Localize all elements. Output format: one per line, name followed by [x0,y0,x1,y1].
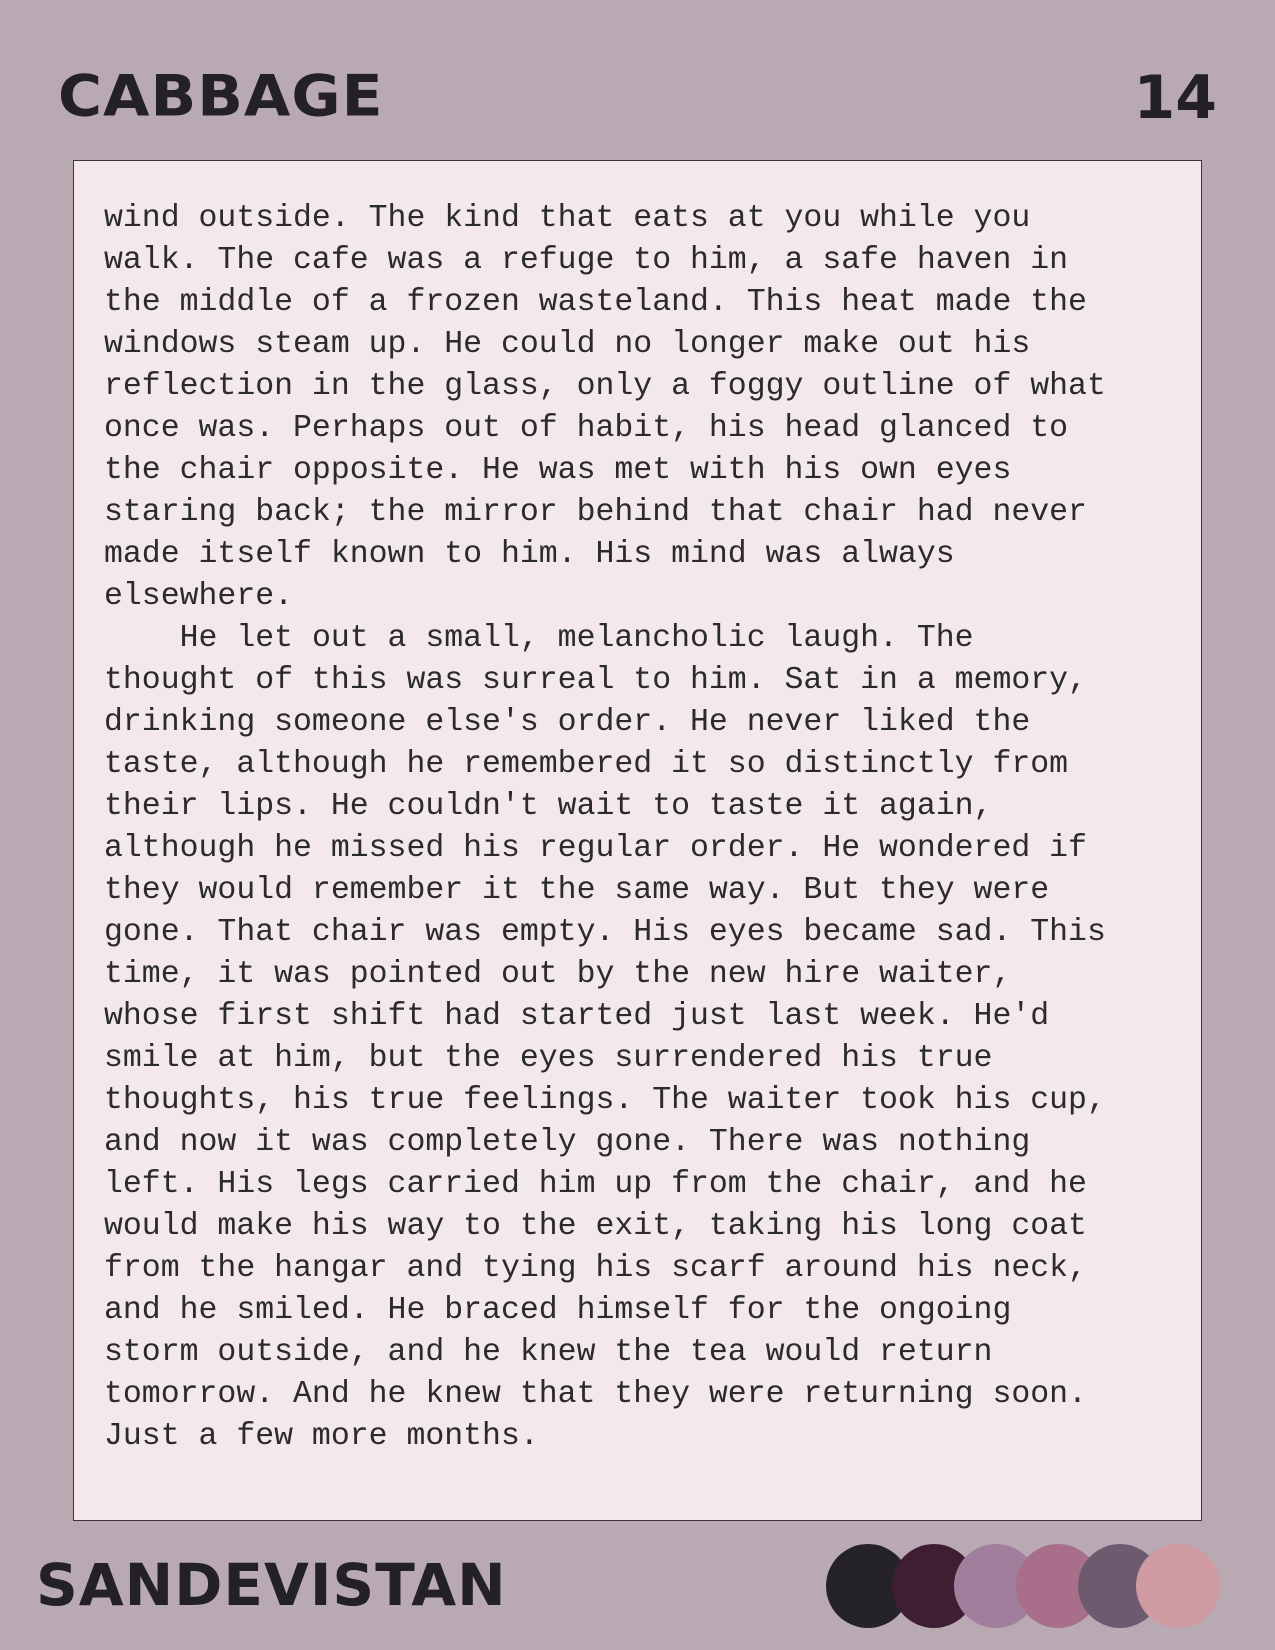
page-footer-title: SANDEVISTAN [36,1551,507,1619]
text-line: walk. The cafe was a refuge to him, a safe haven in [104,243,1069,278]
text-line: made itself known to him. His mind was always [104,537,955,572]
text-line: staring back; the mirror behind that chair had never [104,495,1087,530]
page-header-title: CABBAGE [58,63,384,130]
text-line: the middle of a frozen wasteland. This heat made the [104,285,1087,320]
text-line: wind outside. The kind that eats at you while you [104,201,1031,236]
color-palette [826,1544,1236,1628]
text-line: reflection in the glass, only a foggy outline of what [104,369,1106,404]
text-panel [73,160,1202,1521]
text-line: He let out a small, melancholic laugh. The [104,621,974,656]
text-line: drinking someone else's order. He never liked the [104,705,1031,740]
text-line: tomorrow. And he knew that they were returning soon. [104,1377,1087,1412]
text-line: windows steam up. He could no longer make out his [104,327,1031,362]
text-line: elsewhere. [104,579,294,614]
text-line: their lips. He couldn't wait to taste it again, [104,789,993,824]
story-text [104,198,1184,1458]
text-line: Just a few more months. [104,1419,539,1454]
text-line: smile at him, but the eyes surrendered his true [104,1041,993,1076]
text-line: once was. Perhaps out of habit, his head glanced to [104,411,1069,446]
text-line: the chair opposite. He was met with his own eyes [104,453,1012,488]
text-line: left. His legs carried him up from the chair, and he [104,1167,1087,1202]
page-number: 14 [1133,63,1217,133]
text-line: and he smiled. He braced himself for the ongoing [104,1293,1012,1328]
text-line: they would remember it the same way. But they were [104,873,1050,908]
text-line: whose first shift had started just last week. He'd [104,999,1050,1034]
text-line: storm outside, and he knew the tea would return [104,1335,993,1370]
text-line: thought of this was surreal to him. Sat in a memory, [104,663,1087,698]
text-line: although he missed his regular order. He wondered if [104,831,1087,866]
palette-swatch [1136,1544,1220,1628]
text-line: from the hangar and tying his scarf around his neck, [104,1251,1087,1286]
text-line: taste, although he remembered it so distinctly from [104,747,1069,782]
text-line: time, it was pointed out by the new hire waiter, [104,957,1012,992]
text-line: thoughts, his true feelings. The waiter took his cup, [104,1083,1106,1118]
text-line: and now it was completely gone. There was nothing [104,1125,1031,1160]
text-line: gone. That chair was empty. His eyes became sad. This [104,915,1106,950]
text-line: would make his way to the exit, taking his long coat [104,1209,1087,1244]
